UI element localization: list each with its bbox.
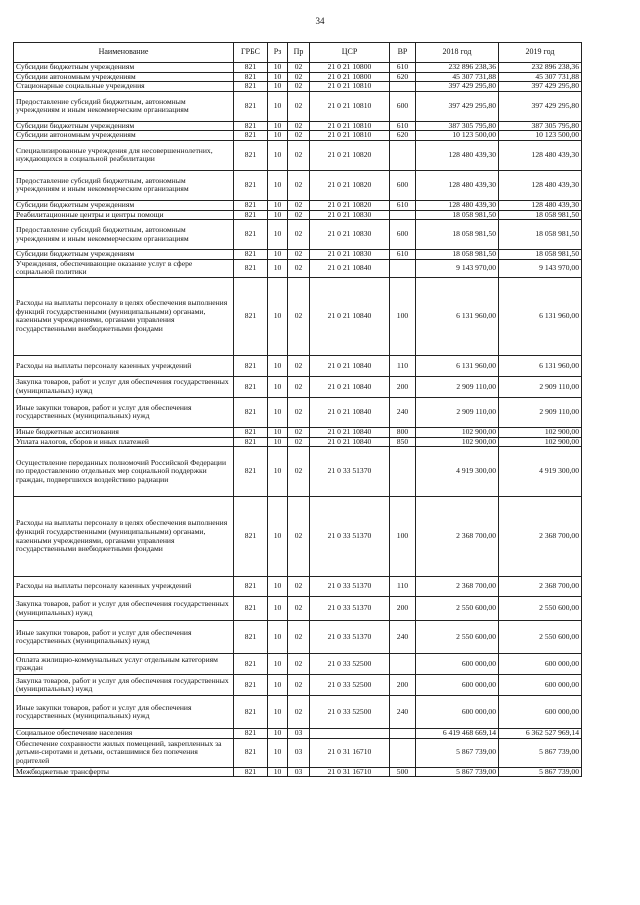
table-row xyxy=(14,621,582,654)
table-row xyxy=(14,200,582,210)
cell-name: Закупка товаров, работ и услуг для обеспечения государственных (муниципальных) нужд xyxy=(14,675,234,696)
cell-grbs: 821 xyxy=(234,210,268,220)
cell-vr: 610 xyxy=(390,200,416,210)
cell-2019: 232 896 238,36 xyxy=(499,63,582,73)
cell-2019: 18 058 981,50 xyxy=(499,250,582,260)
cell-vr: 850 xyxy=(390,437,416,447)
cell-vr: 200 xyxy=(390,597,416,621)
cell-name: Иные закупки товаров, работ и услуг для обеспечения государственных (муниципальных) нужд xyxy=(14,621,234,654)
cell-2019: 102 900,00 xyxy=(499,427,582,437)
cell-grbs: 821 xyxy=(234,121,268,131)
cell-vr: 800 xyxy=(390,427,416,437)
cell-rz: 10 xyxy=(268,427,288,437)
cell-2018: 18 058 981,50 xyxy=(416,250,499,260)
cell-pr: 02 xyxy=(288,427,310,437)
cell-pr: 02 xyxy=(288,72,310,82)
cell-csr xyxy=(310,729,390,739)
cell-2019: 6 131 960,00 xyxy=(499,277,582,355)
cell-pr: 02 xyxy=(288,210,310,220)
cell-name: Закупка товаров, работ и услуг для обеспечения государственных (муниципальных) нужд xyxy=(14,597,234,621)
cell-2018: 45 307 731,88 xyxy=(416,72,499,82)
cell-name: Предоставление субсидий бюджетным, автономным учреждениям и иным некоммерческим организациям xyxy=(14,220,234,250)
cell-rz: 10 xyxy=(268,277,288,355)
cell-pr: 02 xyxy=(288,63,310,73)
cell-name: Расходы на выплаты персоналу казенных учреждений xyxy=(14,577,234,597)
cell-grbs: 821 xyxy=(234,577,268,597)
cell-name: Уплата налогов, сборов и иных платежей xyxy=(14,437,234,447)
cell-2018: 102 900,00 xyxy=(416,437,499,447)
cell-name: Реабилитационные центры и центры помощи xyxy=(14,210,234,220)
table-row xyxy=(14,597,582,621)
cell-pr: 02 xyxy=(288,140,310,170)
header-vr: ВР xyxy=(390,43,416,63)
cell-vr: 610 xyxy=(390,250,416,260)
cell-rz: 10 xyxy=(268,437,288,447)
table-row xyxy=(14,447,582,497)
cell-pr: 02 xyxy=(288,447,310,497)
cell-pr: 02 xyxy=(288,437,310,447)
table-row xyxy=(14,131,582,141)
cell-csr: 21 0 21 10840 xyxy=(310,376,390,397)
cell-name: Иные закупки товаров, работ и услуг для обеспечения государственных (муниципальных) нужд xyxy=(14,397,234,427)
cell-pr: 03 xyxy=(288,767,310,777)
cell-2018: 5 867 739,00 xyxy=(416,767,499,777)
cell-grbs: 821 xyxy=(234,131,268,141)
cell-2019: 600 000,00 xyxy=(499,675,582,696)
cell-vr xyxy=(390,82,416,92)
cell-vr: 610 xyxy=(390,121,416,131)
cell-csr: 21 0 21 10810 xyxy=(310,121,390,131)
cell-csr: 21 0 21 10810 xyxy=(310,91,390,121)
cell-csr: 21 0 33 52500 xyxy=(310,654,390,675)
cell-grbs: 821 xyxy=(234,91,268,121)
table-row xyxy=(14,427,582,437)
header-csr: ЦСР xyxy=(310,43,390,63)
cell-rz: 10 xyxy=(268,91,288,121)
cell-2019: 387 305 795,80 xyxy=(499,121,582,131)
cell-2018: 2 909 110,00 xyxy=(416,397,499,427)
header-pr: Пр xyxy=(288,43,310,63)
cell-vr xyxy=(390,140,416,170)
cell-rz: 10 xyxy=(268,259,288,277)
cell-grbs: 821 xyxy=(234,220,268,250)
cell-csr: 21 0 33 51370 xyxy=(310,497,390,577)
cell-csr: 21 0 31 16710 xyxy=(310,767,390,777)
cell-grbs: 821 xyxy=(234,767,268,777)
table-header-row xyxy=(14,43,582,63)
cell-vr: 600 xyxy=(390,91,416,121)
cell-name: Иные закупки товаров, работ и услуг для обеспечения государственных (муниципальных) нужд xyxy=(14,696,234,729)
cell-grbs: 821 xyxy=(234,427,268,437)
table-row xyxy=(14,140,582,170)
table-row xyxy=(14,355,582,376)
cell-csr: 21 0 33 51370 xyxy=(310,597,390,621)
cell-rz: 10 xyxy=(268,497,288,577)
cell-2019: 2 550 600,00 xyxy=(499,621,582,654)
budget-table xyxy=(13,42,582,777)
cell-2018: 387 305 795,80 xyxy=(416,121,499,131)
cell-rz: 10 xyxy=(268,170,288,200)
cell-2018: 397 429 295,80 xyxy=(416,91,499,121)
cell-pr: 02 xyxy=(288,277,310,355)
cell-grbs: 821 xyxy=(234,72,268,82)
cell-name: Субсидии бюджетным учреждениям xyxy=(14,250,234,260)
cell-pr: 02 xyxy=(288,497,310,577)
cell-grbs: 821 xyxy=(234,397,268,427)
cell-csr: 21 0 21 10830 xyxy=(310,220,390,250)
cell-2018: 2 550 600,00 xyxy=(416,621,499,654)
cell-rz: 10 xyxy=(268,355,288,376)
cell-2018: 397 429 295,80 xyxy=(416,82,499,92)
cell-2018: 10 123 500,00 xyxy=(416,131,499,141)
cell-rz: 10 xyxy=(268,220,288,250)
cell-name: Субсидии автономным учреждениям xyxy=(14,72,234,82)
cell-csr: 21 0 21 10840 xyxy=(310,427,390,437)
cell-vr: 240 xyxy=(390,397,416,427)
cell-grbs: 821 xyxy=(234,696,268,729)
cell-2018: 128 480 439,30 xyxy=(416,170,499,200)
cell-grbs: 821 xyxy=(234,376,268,397)
table-row xyxy=(14,376,582,397)
cell-name: Социальное обеспечение населения xyxy=(14,729,234,739)
cell-csr: 21 0 21 10840 xyxy=(310,397,390,427)
cell-grbs: 821 xyxy=(234,675,268,696)
cell-csr: 21 0 31 16710 xyxy=(310,738,390,767)
cell-name: Специализированные учреждения для несовершеннолетних, нуждающихся в социальной реабилитации xyxy=(14,140,234,170)
cell-csr: 21 0 33 51370 xyxy=(310,447,390,497)
table-row xyxy=(14,497,582,577)
table-row xyxy=(14,767,582,777)
cell-grbs: 821 xyxy=(234,82,268,92)
cell-vr: 200 xyxy=(390,675,416,696)
cell-pr: 02 xyxy=(288,654,310,675)
cell-csr: 21 0 33 52500 xyxy=(310,696,390,729)
cell-pr: 02 xyxy=(288,250,310,260)
cell-2019: 397 429 295,80 xyxy=(499,82,582,92)
cell-2018: 5 867 739,00 xyxy=(416,738,499,767)
cell-grbs: 821 xyxy=(234,170,268,200)
cell-csr: 21 0 21 10820 xyxy=(310,170,390,200)
cell-csr: 21 0 21 10840 xyxy=(310,277,390,355)
cell-pr: 02 xyxy=(288,355,310,376)
cell-2018: 232 896 238,36 xyxy=(416,63,499,73)
cell-2019: 397 429 295,80 xyxy=(499,91,582,121)
cell-2019: 600 000,00 xyxy=(499,696,582,729)
cell-2018: 102 900,00 xyxy=(416,427,499,437)
cell-pr: 02 xyxy=(288,621,310,654)
cell-2019: 5 867 739,00 xyxy=(499,767,582,777)
cell-pr: 02 xyxy=(288,200,310,210)
cell-csr: 21 0 33 51370 xyxy=(310,577,390,597)
cell-vr xyxy=(390,210,416,220)
cell-pr: 03 xyxy=(288,729,310,739)
cell-2019: 2 550 600,00 xyxy=(499,597,582,621)
cell-2018: 2 550 600,00 xyxy=(416,597,499,621)
cell-vr xyxy=(390,729,416,739)
table-row xyxy=(14,675,582,696)
table-row xyxy=(14,259,582,277)
cell-2018: 6 131 960,00 xyxy=(416,277,499,355)
cell-name: Иные бюджетные ассигнования xyxy=(14,427,234,437)
cell-pr: 02 xyxy=(288,91,310,121)
cell-pr: 02 xyxy=(288,121,310,131)
cell-rz: 10 xyxy=(268,397,288,427)
header-name: Наименование xyxy=(14,43,234,63)
cell-vr xyxy=(390,259,416,277)
cell-rz: 10 xyxy=(268,200,288,210)
cell-2018: 600 000,00 xyxy=(416,696,499,729)
cell-vr xyxy=(390,654,416,675)
cell-pr: 02 xyxy=(288,696,310,729)
cell-csr: 21 0 21 10840 xyxy=(310,259,390,277)
cell-csr: 21 0 21 10810 xyxy=(310,131,390,141)
table-row xyxy=(14,738,582,767)
cell-rz: 10 xyxy=(268,696,288,729)
table-row xyxy=(14,210,582,220)
cell-name: Субсидии бюджетным учреждениям xyxy=(14,63,234,73)
cell-2019: 2 909 110,00 xyxy=(499,376,582,397)
cell-2019: 10 123 500,00 xyxy=(499,131,582,141)
cell-grbs: 821 xyxy=(234,259,268,277)
cell-name: Расходы на выплаты персоналу в целях обеспечения выполнения функций государственными (муниципальными) органами, казенными учреждениями, органами управления государственными внебюджетными фондами xyxy=(14,497,234,577)
cell-vr: 240 xyxy=(390,696,416,729)
cell-name: Предоставление субсидий бюджетным, автономным учреждениям и иным некоммерческим организациям xyxy=(14,91,234,121)
cell-2019: 2 909 110,00 xyxy=(499,397,582,427)
table-row xyxy=(14,696,582,729)
cell-2018: 4 919 300,00 xyxy=(416,447,499,497)
cell-vr: 500 xyxy=(390,767,416,777)
cell-name: Субсидии бюджетным учреждениям xyxy=(14,121,234,131)
table-row xyxy=(14,170,582,200)
cell-2019: 128 480 439,30 xyxy=(499,170,582,200)
cell-csr: 21 0 21 10820 xyxy=(310,140,390,170)
table-row xyxy=(14,577,582,597)
cell-vr: 110 xyxy=(390,577,416,597)
cell-rz: 10 xyxy=(268,738,288,767)
cell-vr: 600 xyxy=(390,220,416,250)
cell-2018: 600 000,00 xyxy=(416,654,499,675)
cell-rz: 10 xyxy=(268,72,288,82)
cell-2018: 2 909 110,00 xyxy=(416,376,499,397)
cell-rz: 10 xyxy=(268,675,288,696)
cell-vr: 100 xyxy=(390,277,416,355)
cell-2018: 600 000,00 xyxy=(416,675,499,696)
table-row xyxy=(14,250,582,260)
cell-vr: 240 xyxy=(390,621,416,654)
cell-vr: 620 xyxy=(390,72,416,82)
cell-name: Стационарные социальные учреждения xyxy=(14,82,234,92)
table-row xyxy=(14,397,582,427)
cell-csr: 21 0 21 10820 xyxy=(310,200,390,210)
table-row xyxy=(14,277,582,355)
cell-vr: 600 xyxy=(390,170,416,200)
cell-pr: 02 xyxy=(288,131,310,141)
cell-2018: 2 368 700,00 xyxy=(416,497,499,577)
cell-pr: 02 xyxy=(288,170,310,200)
cell-pr: 02 xyxy=(288,577,310,597)
cell-pr: 02 xyxy=(288,376,310,397)
cell-2018: 6 419 468 669,14 xyxy=(416,729,499,739)
cell-2019: 2 368 700,00 xyxy=(499,497,582,577)
cell-vr xyxy=(390,447,416,497)
table-row xyxy=(14,82,582,92)
cell-rz: 10 xyxy=(268,376,288,397)
cell-grbs: 821 xyxy=(234,729,268,739)
cell-2019: 128 480 439,30 xyxy=(499,140,582,170)
cell-2019: 18 058 981,50 xyxy=(499,210,582,220)
header-2018: 2018 год xyxy=(416,43,499,63)
cell-vr: 200 xyxy=(390,376,416,397)
cell-name: Субсидии бюджетным учреждениям xyxy=(14,200,234,210)
cell-2019: 102 900,00 xyxy=(499,437,582,447)
page-number: 34 xyxy=(315,16,325,26)
cell-name: Расходы на выплаты персоналу в целях обеспечения выполнения функций государственными (муниципальными) органами, казенными учреждениями, органами управления государственными внебюджетными фондами xyxy=(14,277,234,355)
cell-rz: 10 xyxy=(268,63,288,73)
cell-2019: 6 362 527 969,14 xyxy=(499,729,582,739)
cell-grbs: 821 xyxy=(234,497,268,577)
cell-2019: 128 480 439,30 xyxy=(499,200,582,210)
cell-rz: 10 xyxy=(268,621,288,654)
cell-2018: 6 131 960,00 xyxy=(416,355,499,376)
cell-grbs: 821 xyxy=(234,621,268,654)
cell-name: Осуществление переданных полномочий Российской Федерации по предоставлению отдельных мер социальной поддержки граждан, подвергшихся воздействию радиации xyxy=(14,447,234,497)
cell-2018: 2 368 700,00 xyxy=(416,577,499,597)
cell-csr: 21 0 21 10800 xyxy=(310,63,390,73)
cell-rz: 10 xyxy=(268,121,288,131)
cell-2019: 9 143 970,00 xyxy=(499,259,582,277)
cell-csr: 21 0 21 10840 xyxy=(310,437,390,447)
cell-name: Закупка товаров, работ и услуг для обеспечения государственных (муниципальных) нужд xyxy=(14,376,234,397)
cell-name: Межбюджетные трансферты xyxy=(14,767,234,777)
table-row xyxy=(14,729,582,739)
cell-vr: 610 xyxy=(390,63,416,73)
cell-grbs: 821 xyxy=(234,200,268,210)
cell-csr: 21 0 33 52500 xyxy=(310,675,390,696)
cell-2018: 128 480 439,30 xyxy=(416,140,499,170)
cell-vr xyxy=(390,738,416,767)
cell-2019: 4 919 300,00 xyxy=(499,447,582,497)
header-grbs: ГРБС xyxy=(234,43,268,63)
cell-csr: 21 0 21 10800 xyxy=(310,72,390,82)
cell-2018: 128 480 439,30 xyxy=(416,200,499,210)
cell-rz: 10 xyxy=(268,577,288,597)
cell-csr: 21 0 33 51370 xyxy=(310,621,390,654)
cell-grbs: 821 xyxy=(234,437,268,447)
cell-name: Предоставление субсидий бюджетным, автономным учреждениям и иным некоммерческим организациям xyxy=(14,170,234,200)
cell-2018: 18 058 981,50 xyxy=(416,210,499,220)
header-2019: 2019 год xyxy=(499,43,582,63)
cell-vr: 110 xyxy=(390,355,416,376)
cell-csr: 21 0 21 10810 xyxy=(310,82,390,92)
table-row xyxy=(14,91,582,121)
header-rz: Рз xyxy=(268,43,288,63)
cell-2019: 18 058 981,50 xyxy=(499,220,582,250)
cell-rz: 10 xyxy=(268,210,288,220)
cell-pr: 03 xyxy=(288,738,310,767)
cell-rz: 10 xyxy=(268,654,288,675)
cell-rz: 10 xyxy=(268,597,288,621)
cell-rz: 10 xyxy=(268,447,288,497)
cell-grbs: 821 xyxy=(234,140,268,170)
cell-pr: 02 xyxy=(288,397,310,427)
cell-grbs: 821 xyxy=(234,277,268,355)
cell-2019: 600 000,00 xyxy=(499,654,582,675)
cell-name: Расходы на выплаты персоналу казенных учреждений xyxy=(14,355,234,376)
table-row xyxy=(14,63,582,73)
cell-name: Субсидии автономным учреждениям xyxy=(14,131,234,141)
table-row xyxy=(14,220,582,250)
cell-rz: 10 xyxy=(268,82,288,92)
cell-2019: 5 867 739,00 xyxy=(499,738,582,767)
cell-vr: 620 xyxy=(390,131,416,141)
cell-pr: 02 xyxy=(288,259,310,277)
table-row xyxy=(14,654,582,675)
cell-grbs: 821 xyxy=(234,654,268,675)
cell-csr: 21 0 21 10830 xyxy=(310,250,390,260)
table-row xyxy=(14,437,582,447)
cell-rz: 10 xyxy=(268,250,288,260)
cell-rz: 10 xyxy=(268,140,288,170)
cell-name: Учреждения, обеспечивающие оказание услуг в сфере социальной политики xyxy=(14,259,234,277)
cell-pr: 02 xyxy=(288,220,310,250)
cell-rz: 10 xyxy=(268,729,288,739)
cell-vr: 100 xyxy=(390,497,416,577)
cell-csr: 21 0 21 10840 xyxy=(310,355,390,376)
cell-grbs: 821 xyxy=(234,447,268,497)
cell-2019: 2 368 700,00 xyxy=(499,577,582,597)
cell-grbs: 821 xyxy=(234,738,268,767)
cell-2019: 6 131 960,00 xyxy=(499,355,582,376)
cell-2019: 45 307 731,88 xyxy=(499,72,582,82)
cell-grbs: 821 xyxy=(234,63,268,73)
cell-pr: 02 xyxy=(288,82,310,92)
cell-pr: 02 xyxy=(288,597,310,621)
cell-csr: 21 0 21 10830 xyxy=(310,210,390,220)
cell-name: Оплата жилищно-коммунальных услуг отдельным категориям граждан xyxy=(14,654,234,675)
cell-grbs: 821 xyxy=(234,355,268,376)
cell-rz: 10 xyxy=(268,767,288,777)
cell-name: Обеспечение сохранности жилых помещений, закрепленных за детьми-сиротами и детьми, оставшимися без попечения родителей xyxy=(14,738,234,767)
cell-2018: 9 143 970,00 xyxy=(416,259,499,277)
cell-rz: 10 xyxy=(268,131,288,141)
cell-grbs: 821 xyxy=(234,597,268,621)
cell-grbs: 821 xyxy=(234,250,268,260)
cell-pr: 02 xyxy=(288,675,310,696)
cell-2018: 18 058 981,50 xyxy=(416,220,499,250)
